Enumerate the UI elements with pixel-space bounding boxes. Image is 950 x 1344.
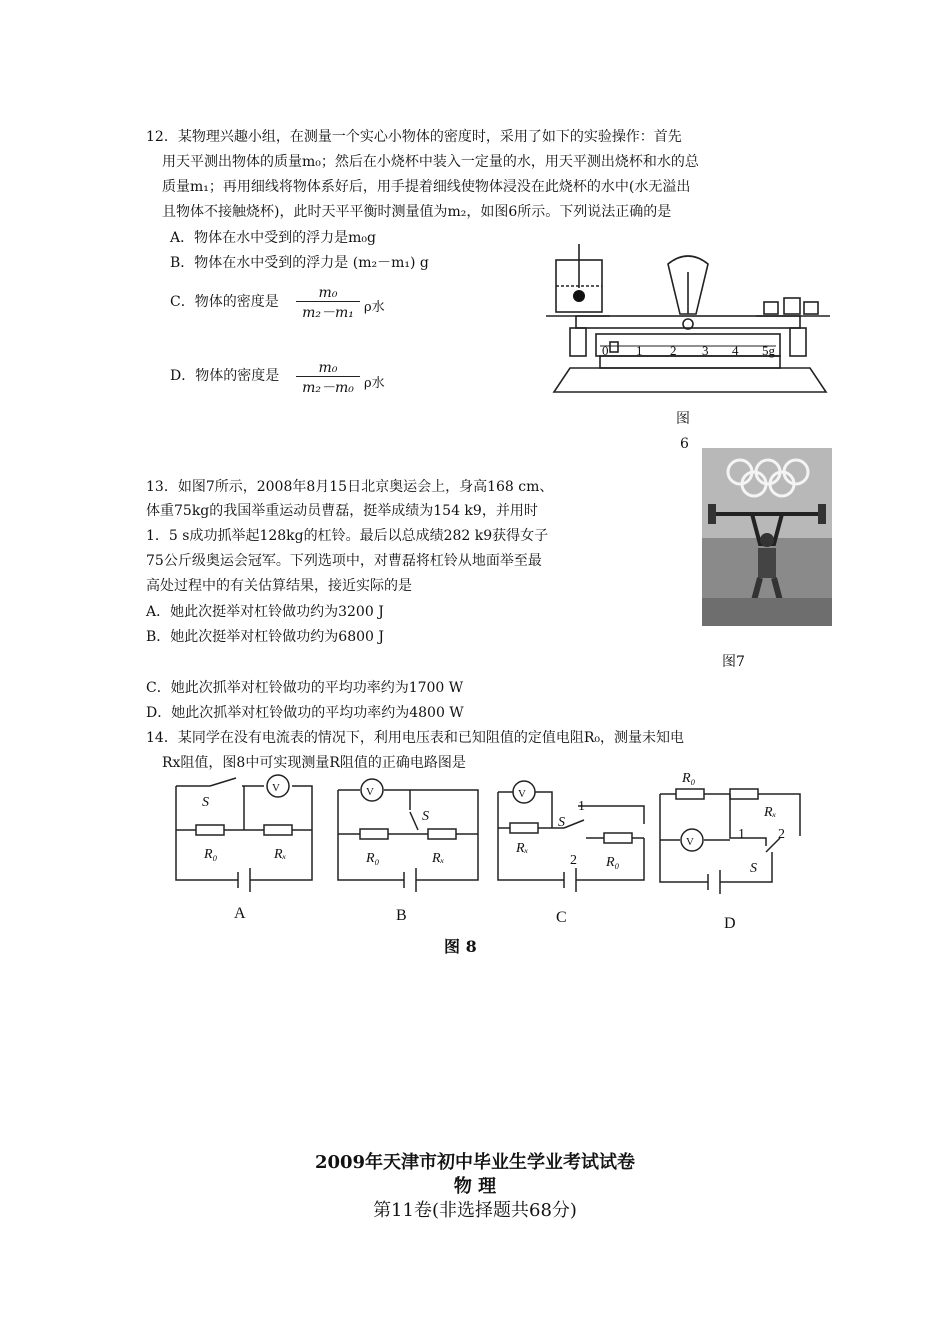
fraction-numerator: m₀ — [296, 285, 360, 302]
circuit-a-label: A — [234, 905, 246, 922]
q12-line-1: 12．某物理兴趣小组，在测量一个实心小物体的密度时，采用了如下的实验操作：首先 — [146, 129, 682, 145]
exam-title: 2009年天津市初中毕业生学业考试试卷 — [314, 1152, 636, 1173]
circuit-b-label: B — [396, 907, 407, 924]
switch-label-c: S — [558, 815, 565, 830]
switch-label-b: S — [422, 809, 429, 824]
terminal-2-label-c: 2 — [570, 853, 577, 868]
balance-base — [554, 368, 826, 392]
rider — [610, 342, 618, 352]
r0-label-c: R₀ — [606, 855, 620, 870]
voltmeter-label-d: V — [686, 836, 694, 848]
circuit-b — [338, 779, 478, 892]
circuit-d-label: D — [724, 915, 736, 932]
fraction-numerator: m₀ — [296, 360, 360, 377]
scale-label-2: 2 — [670, 343, 677, 358]
balance-beam — [576, 316, 800, 328]
scale-label-5g: 5g — [762, 343, 775, 358]
q12-option-d-prefix: D．物体的密度是 — [170, 368, 280, 384]
r0-label-b: R₀ — [366, 851, 380, 866]
scale-label-4: 4 — [732, 343, 739, 358]
terminal-2-label-d: 2 — [778, 827, 785, 842]
weightlifter-photo — [702, 448, 832, 626]
balance-platform — [600, 356, 780, 368]
circuit-c-label: C — [556, 909, 567, 926]
circuit-a — [176, 775, 312, 892]
r0-label-a: R₀ — [204, 847, 218, 862]
weight-2 — [784, 298, 800, 314]
figure-6-caption-1: 图 — [676, 411, 690, 427]
q12-line-4: 且物体不接触烧杯)，此时天平平衡时测量值为m₂，如图6所示。下列说法正确的是 — [162, 204, 672, 220]
q14-line-2: Rx阻值，图8中可实现测量R阻值的正确电路图是 — [162, 755, 466, 771]
q13-line-1: 13．如图7所示，2008年8月15日北京奥运会上，身高168 cm、 — [146, 479, 554, 495]
q13-option-b: B．她此次挺举对杠铃做功约为6800 J — [146, 629, 384, 645]
q12-option-d-fraction — [296, 360, 360, 397]
section-heading: 第11卷(非选择题共68分) — [373, 1200, 577, 1221]
r0-label-d: R₀ — [682, 771, 696, 786]
subject-heading: 物 理 — [453, 1176, 497, 1197]
barbell — [708, 512, 826, 516]
terminal-1-label-d: 1 — [738, 827, 745, 842]
figure-6-caption-2: 6 — [680, 436, 689, 452]
switch-label-a: S — [202, 795, 209, 810]
q13-line-5: 高处过程中的有关估算结果，接近实际的是 — [146, 578, 412, 594]
fraction-denominator: m₂－m₀ — [302, 380, 354, 396]
balance-figure — [540, 244, 836, 400]
object-in-water — [573, 290, 585, 302]
right-post — [790, 328, 806, 356]
weight-3 — [804, 302, 818, 314]
q12-option-c-fraction — [296, 285, 360, 322]
terminal-1-label-c: 1 — [578, 799, 585, 814]
scale-label-0: 0 — [602, 343, 609, 358]
rx-label-d: Rₓ — [764, 805, 777, 820]
q12-line-3: 质量m₁；再用细线将物体系好后，用手提着细线使物体浸没在此烧杯的水中(水无溢出 — [162, 179, 691, 195]
q13-option-c: C．她此次抓举对杠铃做功的平均功率约为1700 W — [146, 680, 464, 696]
q13-line-3: 1．5 s成功抓举起128kg的杠铃。最后以总成绩282 k9获得女子 — [146, 528, 549, 544]
scale-label-3: 3 — [702, 343, 709, 358]
circuit-diagrams — [160, 768, 820, 960]
q13-option-a: A．她此次挺举对杠铃做功约为3200 J — [146, 604, 384, 620]
q12-option-a: A．物体在水中受到的浮力是m₀g — [170, 230, 376, 246]
q13-option-d: D．她此次抓举对杠铃做功的平均功率约为4800 W — [146, 705, 464, 721]
rx-label-b: Rₓ — [432, 851, 445, 866]
q13-line-2: 体重75kg的我国举重运动员曹磊，挺举成绩为154 k9，并用时 — [146, 503, 538, 519]
q13-line-4: 75公斤级奥运会冠军。下列选项中，对曹磊将杠铃从地面举至最 — [146, 553, 542, 569]
q12-option-b: B．物体在水中受到的浮力是 (m₂－m₁) g — [170, 255, 429, 271]
switch-label-d: S — [750, 861, 757, 876]
q12-line-2: 用天平测出物体的质量m₀；然后在小烧杯中装入一定量的水，用天平测出烧杯和水的总 — [162, 154, 699, 170]
rider-scale — [596, 334, 780, 356]
left-post — [570, 328, 586, 356]
rx-label-a: Rₓ — [274, 847, 287, 862]
weight-1 — [764, 302, 778, 314]
scale-label-1: 1 — [636, 343, 643, 358]
q12-option-c-rho: ρ水 — [364, 300, 385, 315]
rx-label-c: Rₓ — [516, 841, 529, 856]
voltmeter-label-c: V — [518, 788, 526, 800]
q12-option-d-rho: ρ水 — [364, 376, 385, 391]
figure-8-caption: 图 8 — [444, 937, 477, 956]
figure-7-caption: 图7 — [722, 654, 745, 670]
voltmeter-label-a: V — [272, 782, 280, 794]
fraction-denominator: m₂－m₁ — [302, 305, 354, 321]
voltmeter-label-b: V — [366, 786, 374, 798]
q12-option-c-prefix: C．物体的密度是 — [170, 294, 279, 310]
q14-line-1: 14．某同学在没有电流表的情况下，利用电压表和已知阻值的定值电阻R₀，测量未知电 — [146, 730, 684, 746]
